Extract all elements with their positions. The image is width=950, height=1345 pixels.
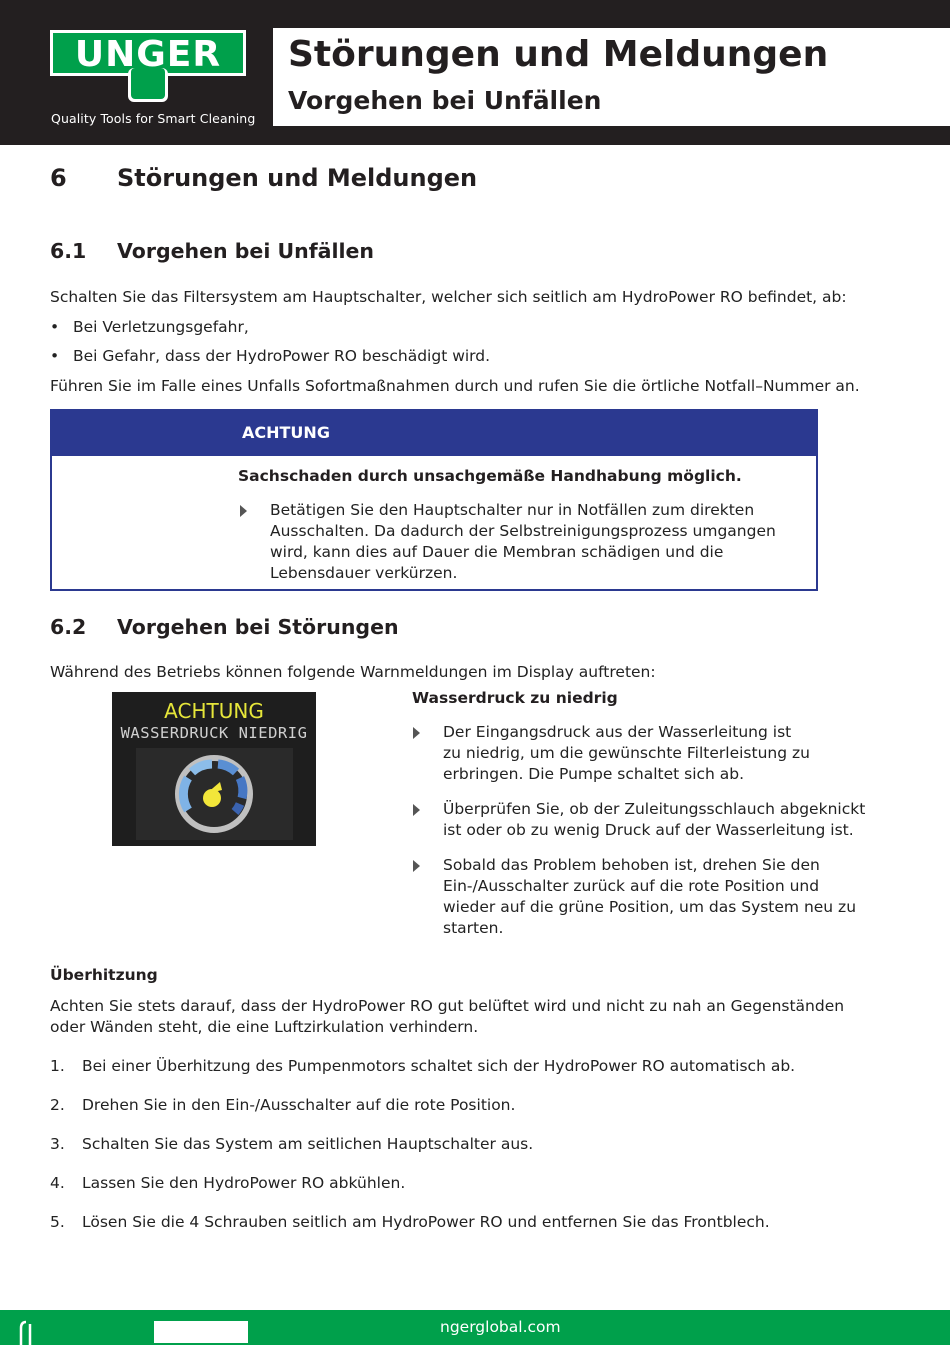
- svg-text:UNGER: UNGER: [74, 34, 222, 75]
- low-pressure-title: Wasserdruck zu niedrig: [412, 689, 618, 707]
- logo-tagline: Quality Tools for Smart Cleaning: [51, 111, 256, 126]
- warning-title: Sachschaden durch unsachgemäße Handhabung möglich.: [238, 467, 742, 485]
- section-6-1-heading: [50, 239, 374, 263]
- unger-logo: [50, 30, 246, 102]
- malfunction-intro: Während des Betriebs können folgende Warnmeldungen im Display auftreten:: [50, 663, 656, 681]
- accident-outro: Führen Sie im Falle eines Unfalls Sofortmaßnahmen durch und rufen Sie die örtliche Notfall–Nummer an.: [50, 377, 860, 395]
- display-icon-panel: [136, 748, 293, 840]
- accident-intro: Schalten Sie das Filtersystem am Hauptschalter, welcher sich seitlich am HydroPower RO befindet, ab:: [50, 288, 847, 306]
- list-item: • Bei Verletzungsgefahr,: [50, 318, 249, 336]
- pressure-gauge-icon: [136, 748, 293, 840]
- warning-text: Betätigen Sie den Hauptschalter nur in Notfällen zum direkten Ausschalten. Da dadurch der Selbstreinigungsprozess umgangen wird, kann dies auf Dauer die Membran schädigen und die Lebensdauer verkürzen.: [270, 501, 776, 582]
- bullet-icon: •: [50, 347, 60, 365]
- section-title: Vorgehen bei Störungen: [117, 615, 399, 639]
- list-item: Der Eingangsdruck aus der Wasserleitung ist zu niedrig, um die gewünschte Filterleistung zu erbringen. Die Pumpe schaltet sich ab.: [443, 723, 810, 783]
- page-title: Störungen und Meldungen: [288, 34, 829, 75]
- list-item: • Bei Gefahr, dass der HydroPower RO beschädigt wird.: [50, 347, 491, 365]
- warning-label: ACHTUNG: [242, 423, 330, 442]
- display-message-line: WASSERDRUCK NIEDRIG: [120, 724, 308, 742]
- warning-box: [50, 409, 818, 591]
- section-title: Vorgehen bei Unfällen: [117, 239, 375, 263]
- list-item: Überprüfen Sie, ob der Zuleitungsschlauch abgeknickt ist oder ob zu wenig Druck auf der Wasserleitung ist.: [443, 800, 866, 839]
- list-item: 2. Drehen Sie in den Ein-/Ausschalter auf die rote Position.: [50, 1096, 516, 1114]
- page-footer: [0, 1310, 950, 1345]
- arrow-right-icon: [413, 804, 420, 816]
- unger-mark-icon: [18, 1320, 38, 1345]
- list-item: 1. Bei einer Überhitzung des Pumpenmotors schaltet sich der HydroPower RO automatisch ab.: [50, 1057, 796, 1075]
- list-item: 3. Schalten Sie das System am seitlichen Hauptschalter aus.: [50, 1135, 534, 1153]
- page-header: [0, 0, 950, 145]
- header-title-panel: [273, 28, 950, 126]
- footer-website-link[interactable]: ngerglobal.com: [440, 1318, 561, 1336]
- section-number: 6.1: [50, 239, 87, 263]
- list-item: 5. Lösen Sie die 4 Schrauben seitlich am HydroPower RO und entfernen Sie das Frontblech.: [50, 1213, 770, 1231]
- footer-label-block: [154, 1321, 248, 1343]
- overheat-title: Überhitzung: [50, 966, 158, 984]
- overheat-text: Achten Sie stets darauf, dass der HydroPower RO gut belüftet wird und nicht zu nah an Gegenständen oder Wänden steht, die eine Luftzirkulation verhindern.: [50, 997, 845, 1036]
- arrow-right-icon: [413, 727, 420, 739]
- section-title: Störungen und Meldungen: [117, 164, 478, 192]
- page-subtitle: Vorgehen bei Unfällen: [288, 86, 602, 115]
- section-6-heading: [50, 164, 477, 192]
- warning-header: [52, 411, 816, 456]
- bullet-icon: •: [50, 318, 60, 336]
- arrow-right-icon: [240, 505, 247, 517]
- display-warning-line: ACHTUNG: [164, 699, 264, 723]
- section-number: 6.2: [50, 615, 87, 639]
- section-6-2-heading: [50, 615, 399, 639]
- list-item: Sobald das Problem behoben ist, drehen Sie den Ein-/Ausschalter zurück auf die rote Position und wieder auf die grüne Position, um das System neu zu starten.: [443, 856, 857, 937]
- list-item: 4. Lassen Sie den HydroPower RO abkühlen.: [50, 1174, 406, 1192]
- display-screenshot: [112, 692, 316, 846]
- section-number: 6: [50, 164, 67, 192]
- arrow-right-icon: [413, 860, 420, 872]
